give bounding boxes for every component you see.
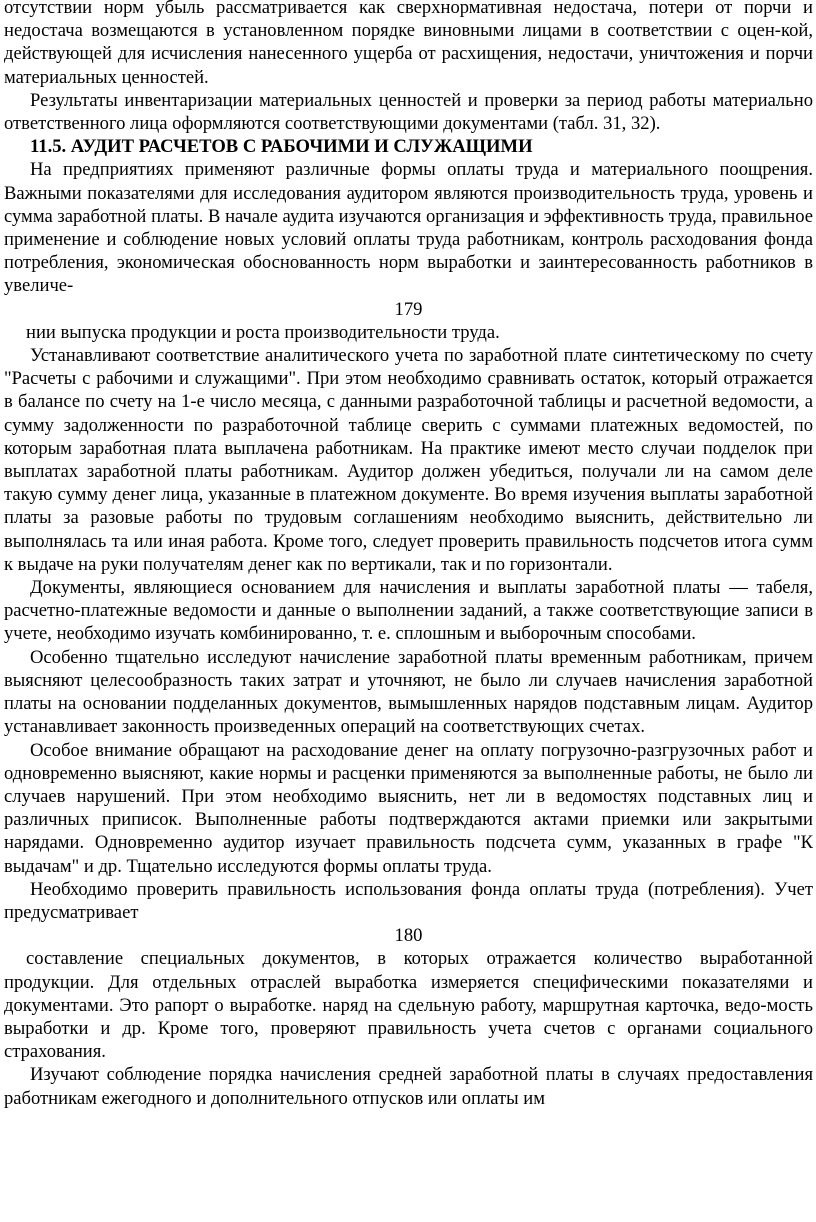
- paragraph: Необходимо проверить правильность использования фонда оплаты труда (потребления). Учет предусматривает: [4, 878, 813, 923]
- page-number: 179: [394, 298, 423, 320]
- document-page: [4, 0, 813, 1110]
- paragraph: отсутствии норм убыль рассматривается как сверхнормативная недостача, потери от порчи и недостача возмещаются в установленном порядке виновными лицами в соответствии с оцен-кой, действующей для исчисления нанесенного ущерба от расхищения, недостачи, уничтожения и порчи материальных ценностей.: [4, 0, 813, 88]
- paragraph: На предприятиях применяют различные формы оплаты труда и материального поощрения. Важными показателями для исследования аудитором являются производительность труда, уровень и сумма заработной платы. В начале аудита изучаются организация и эффективность труда, правильное применение и соблюдение новых условий оплаты труда работникам, контроль расходования фонда потребления, экономическая обоснованность норм выработки и заинтересованность работников в увеличе-: [4, 159, 813, 297]
- paragraph: нии выпуска продукции и роста производительности труда.: [26, 321, 500, 343]
- paragraph: Изучают соблюдение порядка начисления средней заработной платы в случаях предоставления работникам ежегодного и дополнительного отпусков или оплаты им: [4, 1064, 813, 1109]
- paragraph: Документы, являющиеся основанием для начисления и выплаты заработной платы — табеля, расчетно-платежные ведомости и данные о выполнении заданий, а также соответствующие записи в учете, необходимо изучать комбинированно, т. е. сплошным и выборочным способами.: [4, 577, 813, 645]
- paragraph: Особенно тщательно исследуют начисление заработной платы временным работникам, причем выясняют целесообразность таких затрат и уточняют, не было ли случаев начисления заработной платы на основании подделанных документов, вымышленных нарядов подставным лицам. Аудитор устанавливает законность произведенных операций на соответствующих счетах.: [4, 646, 813, 738]
- paragraph: Результаты инвентаризации материальных ценностей и проверки за период работы материально ответственного лица оформляются соответствующими документами (табл. 31, 32).: [4, 89, 813, 135]
- page-number: 180: [394, 925, 423, 947]
- paragraph: Устанавливают соответствие аналитического учета по заработной плате синтетическому по счету "Расчеты с рабочими и служащими". При этом необходимо сравнивать остаток, который отражается в балансе по счету на 1-е число месяца, с данными разработочной таблицы и расчетной ведомости, а сумму задолженности по разработочной таблице сверить с суммами платежных ведомостей, по которым заработная плата выплачена работникам. На практике имеют место случаи подделок при выплатах заработной платы работникам. Аудитор должен убедиться, получали ли на самом деле такую сумму денег лица, указанные в платежном документе. Во время изучения выплаты заработной платы за разовые работы по трудовым соглашениям необходимо выяснить, действительно ли выполнялась та или иная работа. Кроме того, следует проверить правильность подсчетов итога сумм к выдаче на руки получателям денег как по вертикали, так и по горизонтали.: [4, 345, 813, 575]
- paragraph: составление специальных документов, в которых отражается количество выработанной продукции. Для отдельных отраслей выработка измеряется специфическими показателями и документами. Это рапорт о выработке. наряд на сдельную работу, маршрутная карточка, ведо-мость выработки и др. Кроме того, проверяют правильность учета счетов с органами социального страхования.: [4, 948, 813, 1063]
- section-heading: 11.5. АУДИТ РАСЧЕТОВ С РАБОЧИМИ И СЛУЖАЩИМИ: [30, 136, 533, 158]
- paragraph: Особое внимание обращают на расходование денег на оплату погрузочно-разгрузочных работ и одновременно выясняют, какие нормы и расценки применяются за выполненные работы, не было ли случаев нарушений. При этом необходимо выяснить, нет ли в ведомостях подставных лиц и различных приписок. Выполненные работы подтверждаются актами приемки или закрытыми нарядами. Одновременно аудитор изучает правильность подсчета сумм, указанных в графе "К выдачам" и др. Тщательно исследуются формы оплаты труда.: [4, 739, 813, 877]
